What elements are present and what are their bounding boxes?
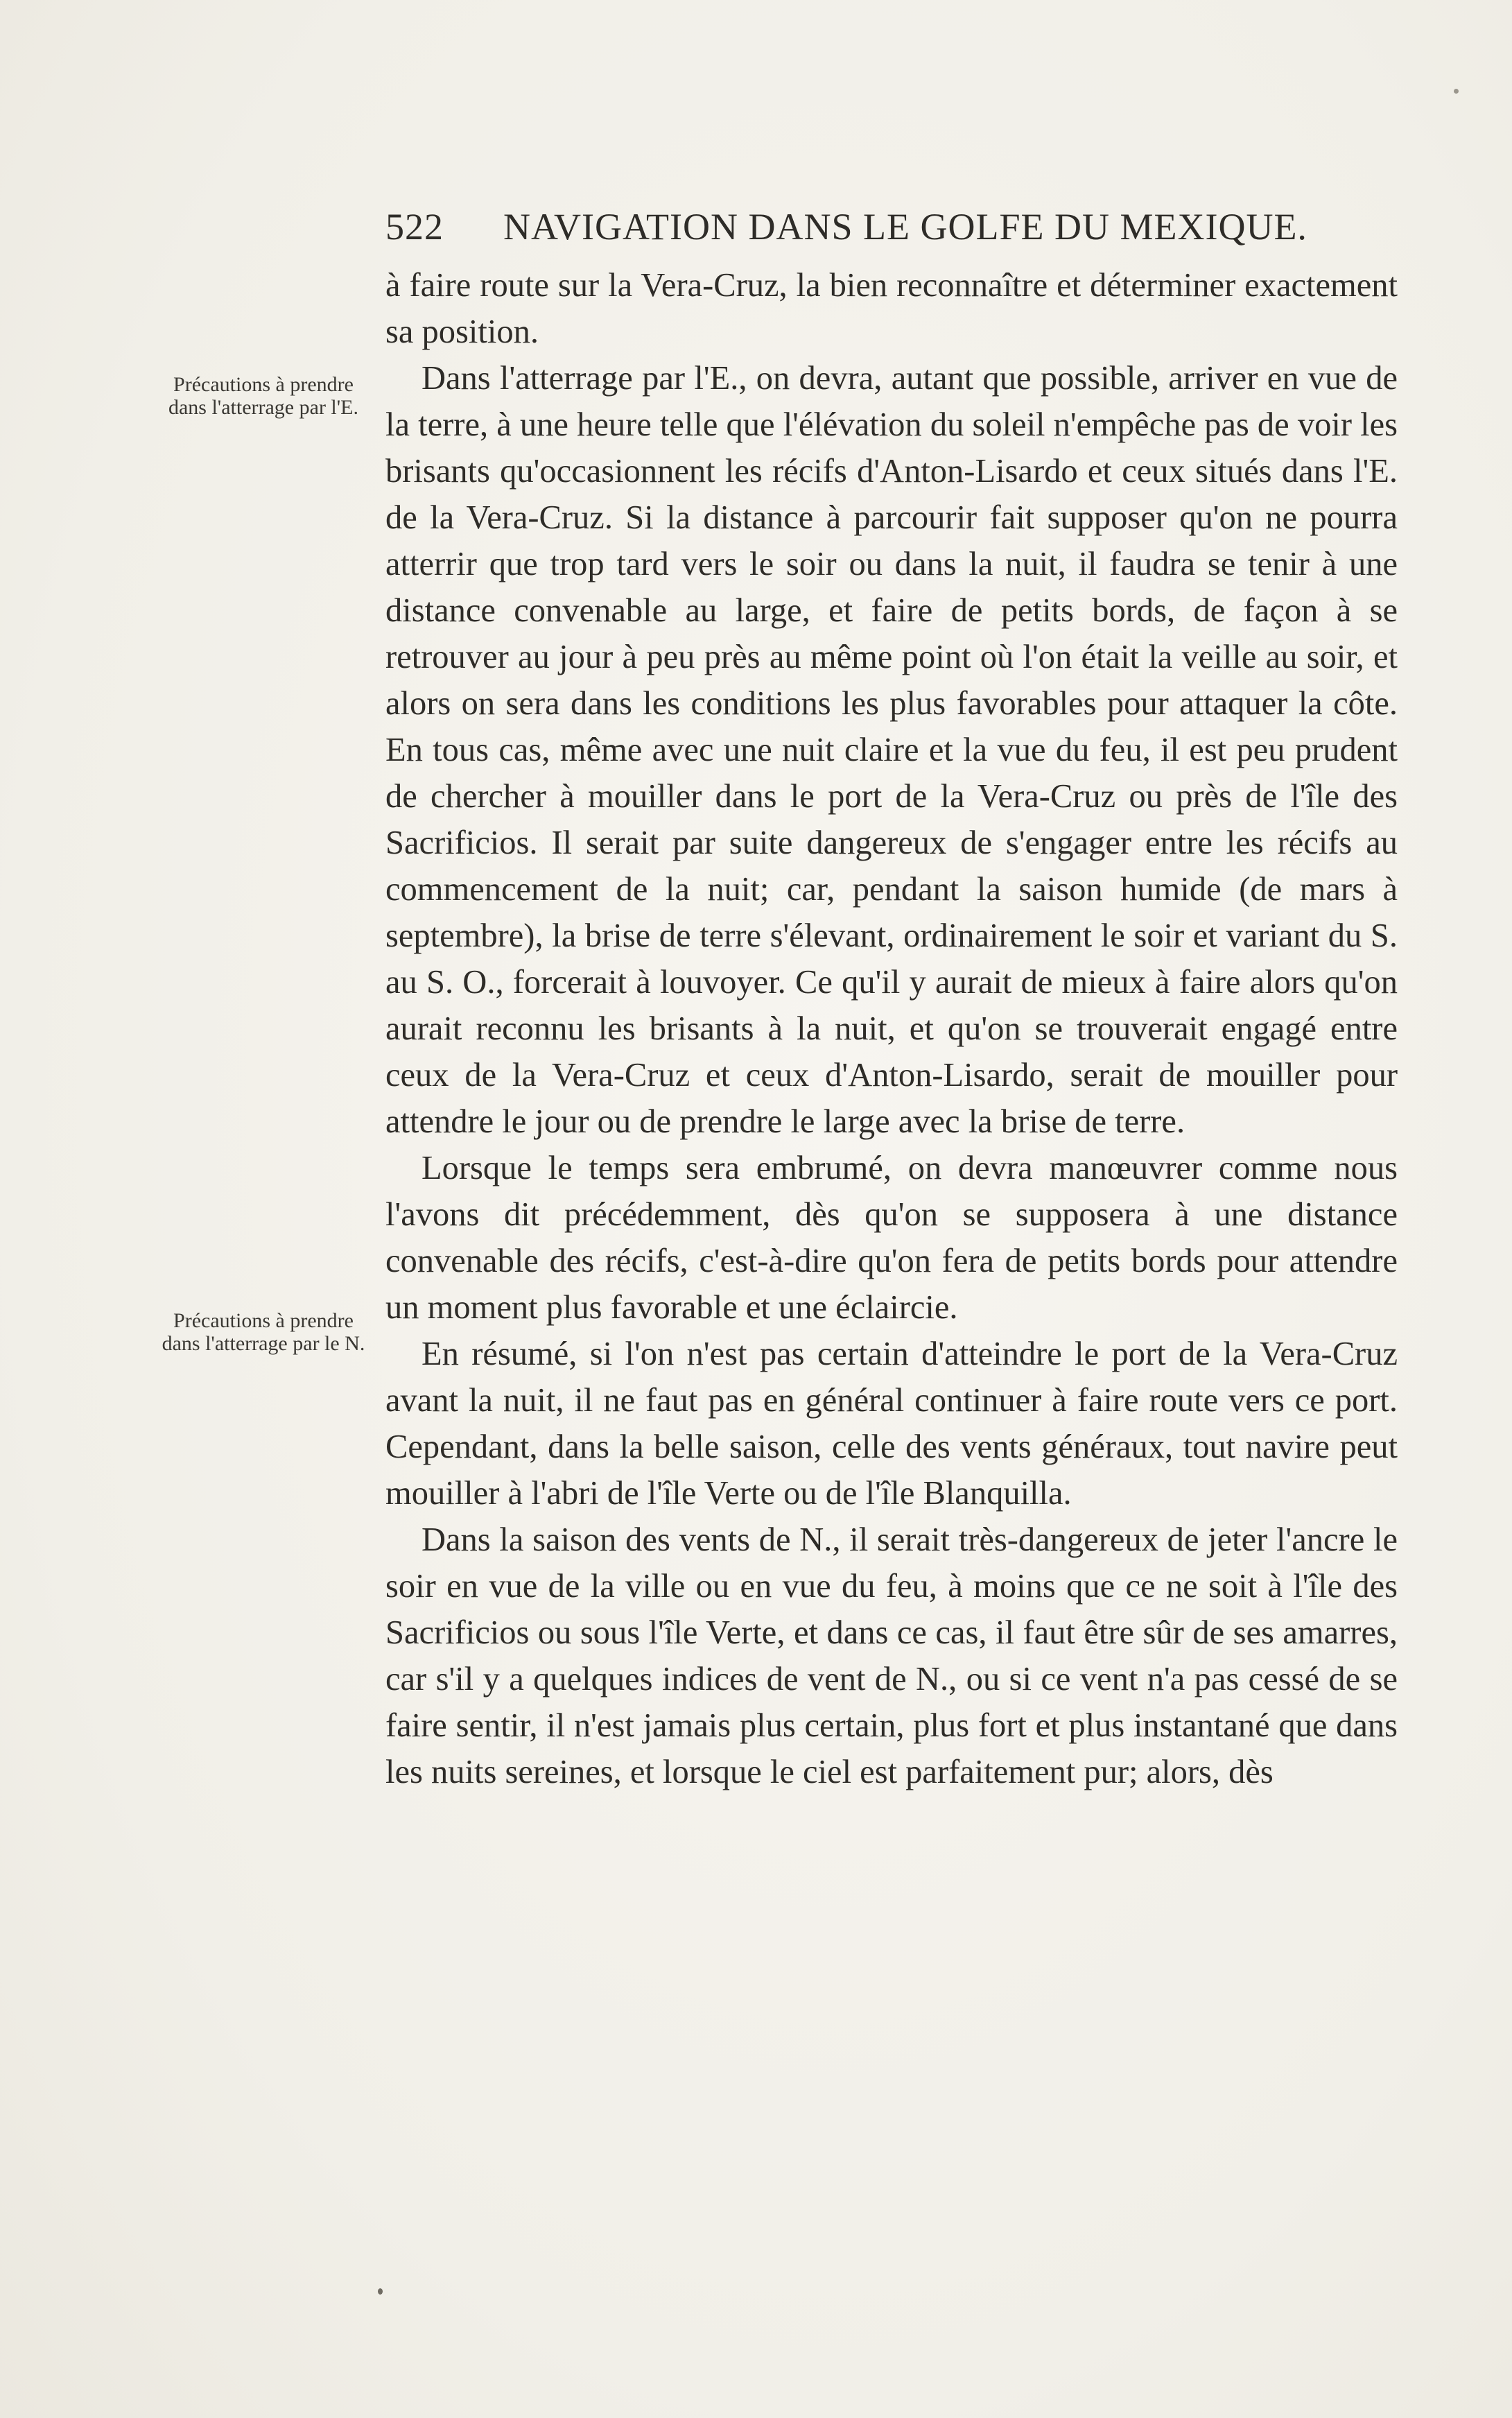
paragraph-temps-embrume: Lorsque le temps sera embrumé, on devra manœuvrer comme nous l'avons dit précédemment, dès qu'on se supposera à une distance convenable des récifs, c'est-à-dire qu'on fera de petits bords pour attendre un moment plus favorable et une éclaircie. [385, 1150, 1398, 1326]
paragraph-atterrage-est: Dans l'atterrage par l'E., on devra, autant que possible, arriver en vue de la terre, à une heure telle que l'élévation du soleil n'empêche pas de voir les brisants qu'occasionnent les récifs d'Anton-Lisardo et ceux situés dans l'E. de la Vera-Cruz. Si la distance à parcourir fait supposer qu'on ne pourra atterrir que trop tard vers le soir ou dans la nuit, il faudra se tenir à une distance convenable au large, et faire de petits bords, de façon à se retrouver au jour à peu près au même point où l'on était la veille au soir, et alors on sera dans les conditions les plus favorables pour attaquer la côte. En tous cas, même avec une nuit claire et la vue du feu, il est peu prudent de chercher à mouiller dans le port de la Vera-Cruz ou près de l'île des Sacrificios. Il serait par suite dangereux de s'engager entre les récifs au commencement de la nuit; car, pendant la saison humide (de mars à septembre), la brise de terre s'élevant, ordinairement le soir et variant du S. au S. O., forcerait à louvoyer. Ce qu'il y aurait de mieux à faire alors qu'on aurait reconnu les brisants à la nuit, et qu'on se trouverait engagé entre ceux de la Vera-Cruz et ceux d'Anton-Lisardo, serait de mouiller pour attendre le jour ou de prendre le large avec la brise de terre. [385, 360, 1398, 1140]
margin-note-east: Précautions à prendre dans l'atterrage par l'E. [168, 373, 358, 419]
paragraph-continuation: à faire route sur la Vera-Cruz, la bien reconnaître et déterminer exactement sa position. [385, 267, 1398, 350]
body-text [385, 262, 1398, 1795]
speck-mark [1454, 89, 1459, 94]
running-title: NAVIGATION DANS LE GOLFE DU MEXIQUE. [503, 206, 1307, 248]
page-number: 522 [385, 206, 444, 248]
paragraph-vents-nord: Dans la saison des vents de N., il serait très-dangereux de jeter l'ancre le soir en vue de la ville ou en vue du feu, à moins que ce ne soit à l'île des Sacrificios ou sous l'île Verte, et dans ce cas, il faut être sûr de ses amarres, car s'il y a quelques indices de vent de N., ou si ce vent n'a pas cessé de se faire sentir, il n'est jamais plus certain, plus fort et plus instantané que dans les nuits sereines, et lorsque le ciel est parfaitement pur; alors, dès [385, 1521, 1398, 1790]
speck-mark-bottom [378, 2288, 383, 2295]
margin-note-north: Précautions à prendre dans l'atterrage par le N. [162, 1309, 365, 1355]
page-header [385, 202, 1307, 251]
paragraph-resume: En résumé, si l'on n'est pas certain d'atteindre le port de la Vera-Cruz avant la nuit, il ne faut pas en général continuer à faire route vers ce port. Cependant, dans la belle saison, celle des vents généraux, tout navire peut mouiller à l'abri de l'île Verte ou de l'île Blanquilla. [385, 1336, 1398, 1512]
